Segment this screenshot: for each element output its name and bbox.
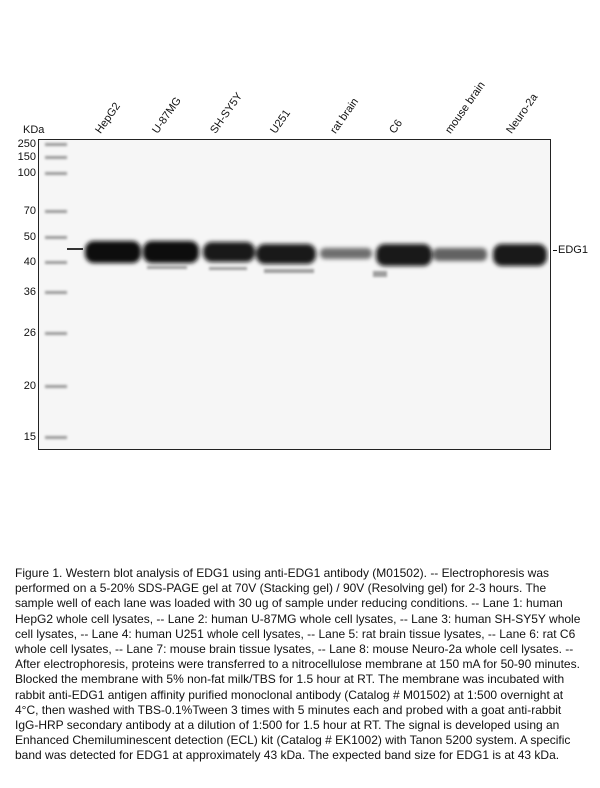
kda-axis-title: KDa [23,124,45,136]
lane-label-7: mouse brain [443,79,488,136]
band-lane-8 [493,244,547,266]
band-lane-3 [203,242,255,262]
faint-band-lane-2 [147,266,187,269]
band-lane-2 [143,241,199,263]
ladder-tick [67,248,83,250]
marker-label-26: 26 [23,327,36,339]
ladder-band-40 [45,261,67,264]
ladder-band-100 [45,172,67,175]
band-lane-4 [256,244,316,264]
faint-band-lane-3 [209,267,247,270]
figure-caption: Figure 1. Western blot analysis of EDG1 using anti-EDG1 antibody (M01502). -- Electrophoresis was performed on a 5-20% SDS-PAGE gel at 70V (Stacking gel) / 90V (Resolving gel) for 2-3 hours. The sample well of each lane was loaded with 30 ug of sample under reducing conditions. -- Lane 1: human HepG2 whole cell lysates, -- Lane 2: human U-87MG whole cell lysates, -- Lane 3: human SH-SY5Y whole cell lysates, -- Lane 4: human U251 whole cell lysates, -- Lane 5: rat brain tissue lysates, -- Lane 6: rat C6 whole cell lysates, -- Lane 7: mouse brain tissue lysates, -- Lane 8: mouse Neuro-2a whole cell lysates. -- After electrophoresis, proteins were transferred to a nitrocellulose membrane at 150 mA for 50-90 minutes. Blocked the membrane with 5% non-fat milk/TBS for 1.5 hour at RT. The membrane was incubated with rabbit anti-EDG1 antigen affinity purified monoclonal antibody (Catalog # M01502) at 1:500 overnight at 4°C, then washed with TBS-0.1%Tween 3 times with 5 minutes each and probed with a goat anti-rabbit IgG-HRP secondary antibody at a dilution of 1:500 for 1.5 hour at RT. The signal is developed using an Enhanced Chemiluminescent detection (ECL) kit (Catalog # EK1002) with Tanon 5200 system. A specific band was detected for EDG1 at approximately 43 kDa. The expected band size for EDG1 is at 43 kDa. [15,566,581,763]
lane-label-3: SH-SY5Y [208,90,246,136]
ladder-band-26 [45,332,67,335]
band-lane-5 [320,248,372,259]
band-annotation-text: EDG1 [558,244,588,256]
band-lane-7 [433,248,487,261]
marker-label-250: 250 [17,138,36,150]
faint-bands [147,266,387,277]
band-lane-1 [85,241,141,263]
marker-label-70: 70 [23,205,36,217]
ladder-lane [45,143,67,439]
blot-svg [39,140,549,448]
marker-label-150: 150 [17,151,36,163]
ladder-band-20 [45,385,67,388]
lane-label-4: U251 [268,107,294,136]
sample-bands [85,241,547,266]
band-annotation-edg1 [553,244,588,256]
marker-label-15: 15 [23,431,36,443]
ladder-band-36 [45,291,67,294]
band-lane-6 [376,244,432,266]
ladder-band-15 [45,436,67,439]
lane-label-5: rat brain [328,96,362,136]
lane-label-8: Neuro-2a [504,91,541,136]
lane-label-2: U-87MG [150,95,184,136]
band-pointer-line [553,250,557,251]
ladder-band-250 [45,143,67,146]
faint-band-lane-4 [264,269,314,273]
lane-label-6: C6 [387,117,406,136]
marker-label-100: 100 [17,167,36,179]
faint-band-lane-6 [373,271,387,277]
marker-label-50: 50 [23,231,36,243]
marker-label-36: 36 [23,286,36,298]
lane-label-1: HepG2 [93,100,123,136]
western-blot-membrane [38,139,551,450]
marker-label-20: 20 [23,380,36,392]
ladder-band-50 [45,236,67,239]
ladder-band-150 [45,156,67,159]
ladder-band-70 [45,210,67,213]
marker-label-40: 40 [23,256,36,268]
